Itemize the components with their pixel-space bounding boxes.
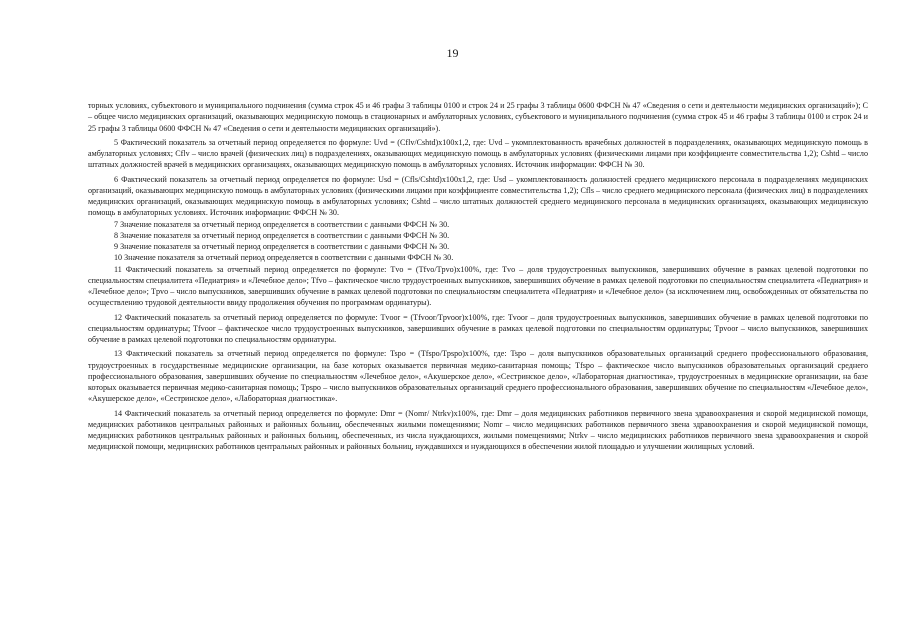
- footnote-8: 8 Значение показателя за отчетный период определяется в соответствии с данными ФФСН № 30.: [114, 230, 450, 240]
- footnote-5: 5 Фактический показатель за отчетный период определяется по формуле: Uvd = (Cflv/Cshtd)x100x1,2, где: Uvd – укомплектованность врачебных должностей в подразделениях, оказывающих медицинскую помощь в амбулаторных условиях; Cflv – число врачей (физических лиц) в подразделениях, оказывающих медицинскую помощь в амбулаторных условиях (физическими лицами при коэффициенте совместительства 1,2); Cshtd – число штатных должностей врачей в медицинских организациях, оказывающих медицинскую помощь в амбулаторных условиях. Источник информации: ФФСН № 30.: [88, 137, 868, 170]
- footnote-13: 13 Фактический показатель за отчетный период определяется по формуле: Tspo = (Tfspo/Tpspo)x100%, где: Tspo – доля выпускников образовательных организаций среднего профессионального образования, трудоустроенных в государственные медицинские организации, на базе которых оказывается первичная медико-санитарная помощь; Tfspo – фактическое число выпускников образовательных организаций среднего профессионального образования, завершивших обучение по специальностям «Лечебное дело», «Акушерское дело», «Сестринское дело», «Лабораторная диагностика», трудоустроенных в медицинские организации, на базе которых оказывается первичная медико-санитарная помощь; Tpspo – число выпускников образовательных организаций среднего профессионального образования, завершивших обучение по специальностям «Лечебное дело», «Акушерское дело», «Сестринское дело», «Лабораторная диагностика».: [88, 349, 868, 404]
- footnote-14: 14 Фактический показатель за отчетный период определяется по формуле: Dmr = (Nomr/ Ntrkv)x100%, где: Dmr – доля медицинских работников первичного звена здравоохранения и скорой медицинской помощи, медицинских работников центральных районных и районных больниц, обеспеченных жилыми помещениями; Nomr – число медицинских работников первичного звена здравоохранения и скорой медицинской помощи, медицинских работников центральных районных и районных больниц, обеспеченных, из числа нуждающихся, жилыми помещениями; Ntrkv – число медицинских работников первичного звена здравоохранения и скорой медицинской помощи, медицинских работников центральных районных и районных больниц, нуждавшихся и нуждающихся в обеспечении жилой площадью и улучшении жилищных условий.: [88, 408, 868, 452]
- footnote-11: 11 Фактический показатель за отчетный период определяется по формуле: Tvo = (Tfvo/Tpvo)x100%, где: Tvo – доля трудоустроенных выпускников, завершивших обучение в рамках целевой подготовки по специальностям специалитета «Педиатрия» и «Лечебное дело»; Tfvo – фактическое число трудоустроенных выпускников, завершивших обучение в рамках целевой подготовки по специальностям специалитета «Педиатрия» и «Лечебное дело»; Tpvo – число выпускников, завершивших обучение в рамках целевой подготовки по специальностям специалитета «Педиатрия» и «Лечебное дело» (за исключением лиц, освобожденных от обязательства по осуществлению трудовой деятельности ввиду продолжения обучения по программам ординатуры).: [88, 264, 868, 308]
- footnotes-body: [88, 100, 868, 453]
- footnote-9: 9 Значение показателя за отчетный период определяется в соответствии с данными ФФСН № 30.: [114, 242, 450, 251]
- footnote-7: 7 Значение показателя за отчетный период определяется в соответствии с данными ФФСН № 30.: [114, 219, 450, 229]
- footnote-6: 6 Фактический показатель за отчетный период определяется по формуле: Usd = (Cfls/Cshtd)x100x1,2, где: Usd – укомплектованность должностей среднего медицинского персонала в подразделениях медицинских организаций, оказывающих медицинскую помощь в амбулаторных условиях (физическими лицами при коэффициенте совместительства 1,2); Cfls – число среднего медицинского персонала (физических лиц) в подразделениях медицинских организаций, оказывающих медицинскую помощь в амбулаторных условиях; Cshtd – число штатных должностей среднего медицинского персонала в медицинских организациях, оказывающих медицинскую помощь в амбулаторных условиях. Источник информации: ФФСН № 30.: [88, 174, 868, 218]
- continuation-paragraph: торных условиях, субъектового и муниципального подчинения (сумма строк 45 и 46 графы 3 таблицы 0100 и строк 24 и 25 графы 3 таблицы 0600 ФФСН № 47 «Сведения о сети и деятельности медицинских организаций»); C – общее число медицинских организаций, оказывающих медицинскую помощь в стационарных и амбулаторных условиях, субъектового и муниципального подчинения (сумма строк 45 и 46 графы 3 таблицы 0100 и строк 24 и 25 графы 3 таблицы 0600 ФФСН № 47 «Сведения о сети и деятельности медицинских организаций»).: [88, 101, 868, 133]
- page-number: 19: [446, 46, 459, 60]
- footnote-12: 12 Фактический показатель за отчетный период определяется по формуле: Tvoor = (Tfvoor/Tpvoor)x100%, где: Tvoor – доля трудоустроенных выпускников, завершивших обучение в рамках целевой подготовки по специальностям ординатуры; Tfvoor – фактическое число трудоустроенных выпускников, завершивших обучение в рамках целевой подготовки по специальностям ординатуры; Tpvoor – число выпускников, завершивших обучение в рамках целевой подготовки по специальностям ординатуры.: [88, 312, 868, 344]
- footnote-10: 10 Значение показателя за отчетный период определяется в соответствии с данными ФФСН № 30.: [114, 253, 454, 263]
